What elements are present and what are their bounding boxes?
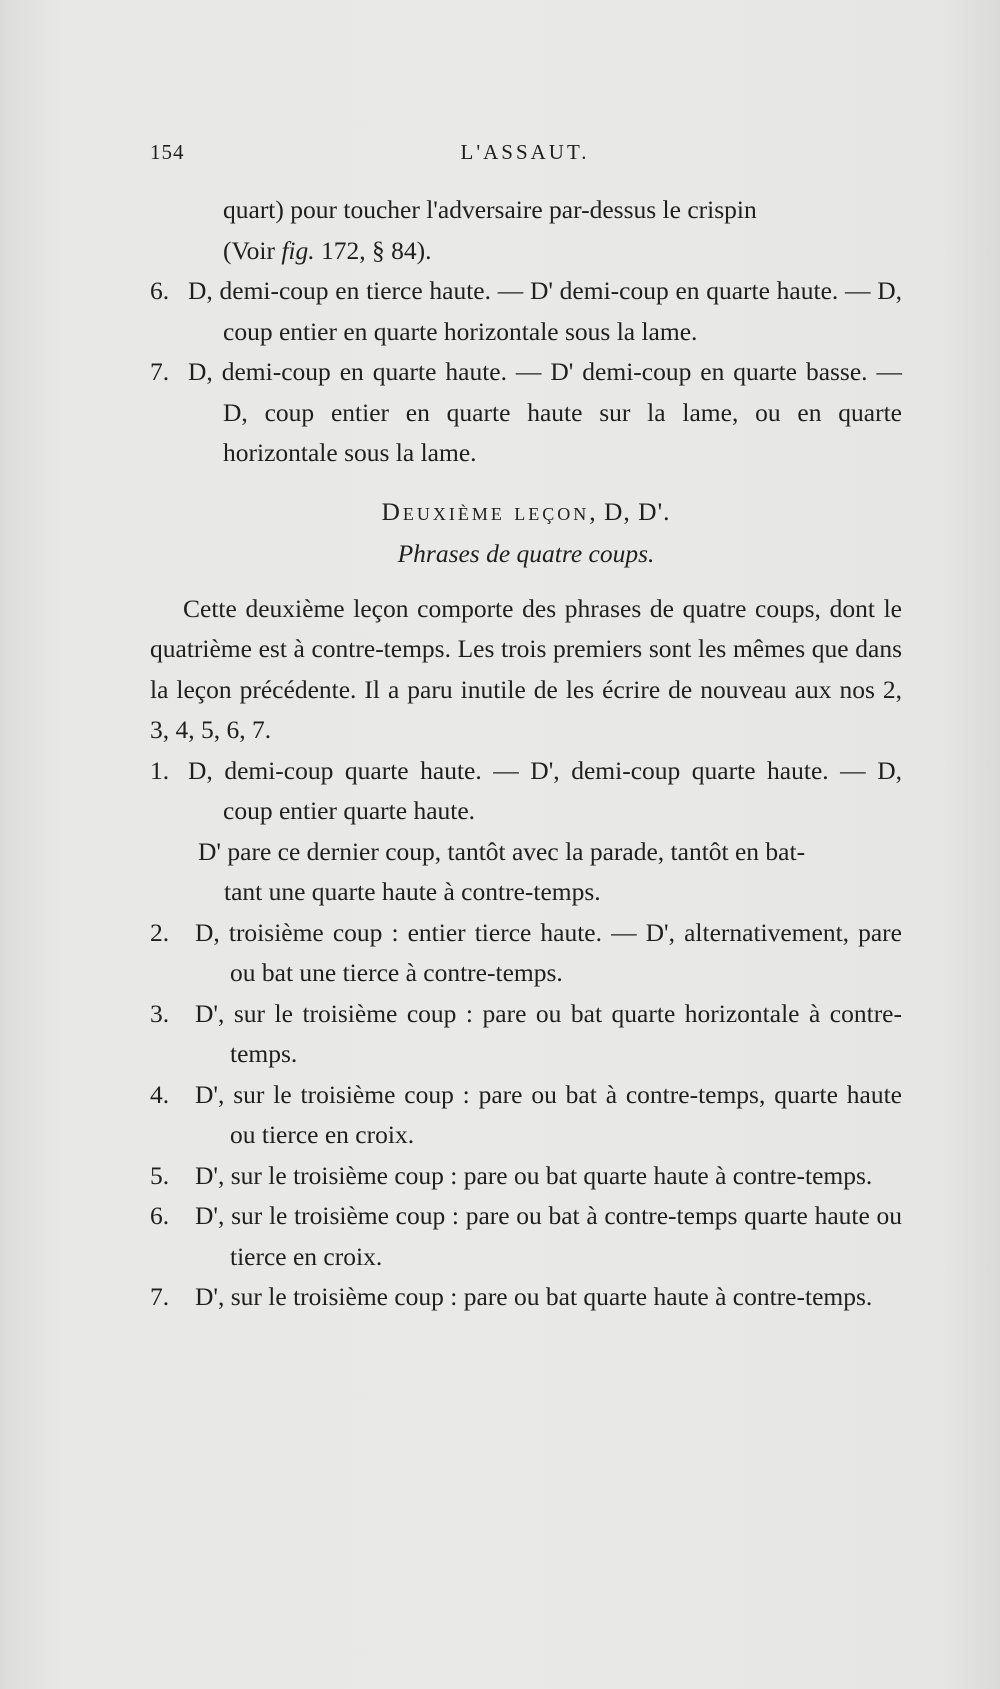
note-line-1: D' pare ce dernier coup, tantôt avec la parade, tantôt en bat- bbox=[198, 836, 806, 866]
item-text: D', sur le troisième coup : pare ou bat à contre-temps, quarte haute ou tierce en croix. bbox=[195, 1079, 902, 1149]
item-number: 6. bbox=[150, 1201, 170, 1230]
section-title bbox=[150, 492, 902, 533]
section-title-rest: , D, D'. bbox=[589, 496, 671, 526]
item-text: D, demi-coup en tierce haute. — D' demi-coup en quarte haute. — D, coup entier en quarte horizontale sous la lame. bbox=[188, 276, 902, 346]
page-body bbox=[150, 190, 902, 1318]
list-item bbox=[150, 271, 902, 352]
item-text: D, troisième coup : entier tierce haute. — D', alternativement, pare ou bat une tierce à contre-temps. bbox=[195, 917, 902, 987]
page-number: 154 bbox=[150, 140, 185, 164]
ref-suffix: 172, § 84). bbox=[314, 235, 432, 265]
list-item bbox=[150, 1075, 902, 1156]
item-text: D', sur le troisième coup : pare ou bat à contre-temps quarte haute ou tierce en croix. bbox=[195, 1201, 902, 1271]
note-line-2: tant une quarte haute à contre-temps. bbox=[224, 877, 601, 906]
section-title-smallcaps: Deuxième leçon bbox=[381, 496, 590, 526]
item-text: D, demi-coup quarte haute. — D', demi-coup quarte haute. — D, coup entier quarte haute. bbox=[188, 755, 902, 825]
ref-prefix: (Voir bbox=[223, 235, 282, 265]
list-item bbox=[150, 751, 902, 832]
list-item bbox=[150, 352, 902, 474]
item-number: 4. bbox=[150, 1079, 170, 1109]
list-item bbox=[150, 1156, 902, 1197]
item-text: D, demi-coup en quarte haute. — D' demi-coup en quarte basse. — D, coup entier en quarte haute sur la lame, ou en quarte horizontale sous la lame. bbox=[188, 357, 902, 467]
item-number: 6. bbox=[150, 276, 170, 305]
item-number: 7. bbox=[150, 1282, 170, 1311]
item-text: D', sur le troisième coup : pare ou bat quarte haute à contre-temps. bbox=[195, 1160, 873, 1190]
item-number: 2. bbox=[150, 917, 170, 947]
page-header bbox=[150, 140, 900, 170]
section-subtitle: Phrases de quatre coups. bbox=[397, 539, 655, 568]
item-number: 3. bbox=[150, 998, 170, 1028]
item-number: 5. bbox=[150, 1160, 170, 1190]
list-item bbox=[150, 994, 902, 1075]
list-item bbox=[150, 913, 902, 994]
note-paragraph bbox=[150, 832, 902, 913]
ref-fig: fig. bbox=[281, 235, 315, 265]
item-number: 1. bbox=[150, 755, 170, 785]
list-item bbox=[150, 1277, 902, 1318]
item-text: D', sur le troisième coup : pare ou bat quarte horizontale à contre-temps. bbox=[195, 998, 902, 1068]
intro-paragraph: Cette deuxième leçon comporte des phrases de quatre coups, dont le quatrième est à contre-temps. Les trois premiers sont les mêmes que dans la leçon précédente. Il a paru inutile de les écrire de nouveau aux nos 2, 3, 4, 5, 6, 7. bbox=[150, 593, 902, 744]
running-head: L'ASSAUT. bbox=[460, 140, 590, 164]
continuation-line: quart) pour toucher l'adversaire par-dessus le crispin bbox=[223, 195, 757, 224]
continuation-line-2 bbox=[150, 231, 902, 272]
list-item bbox=[150, 1196, 902, 1277]
item-text: D', sur le troisième coup : pare ou bat quarte haute à contre-temps. bbox=[195, 1282, 873, 1311]
item-number: 7. bbox=[150, 357, 170, 386]
